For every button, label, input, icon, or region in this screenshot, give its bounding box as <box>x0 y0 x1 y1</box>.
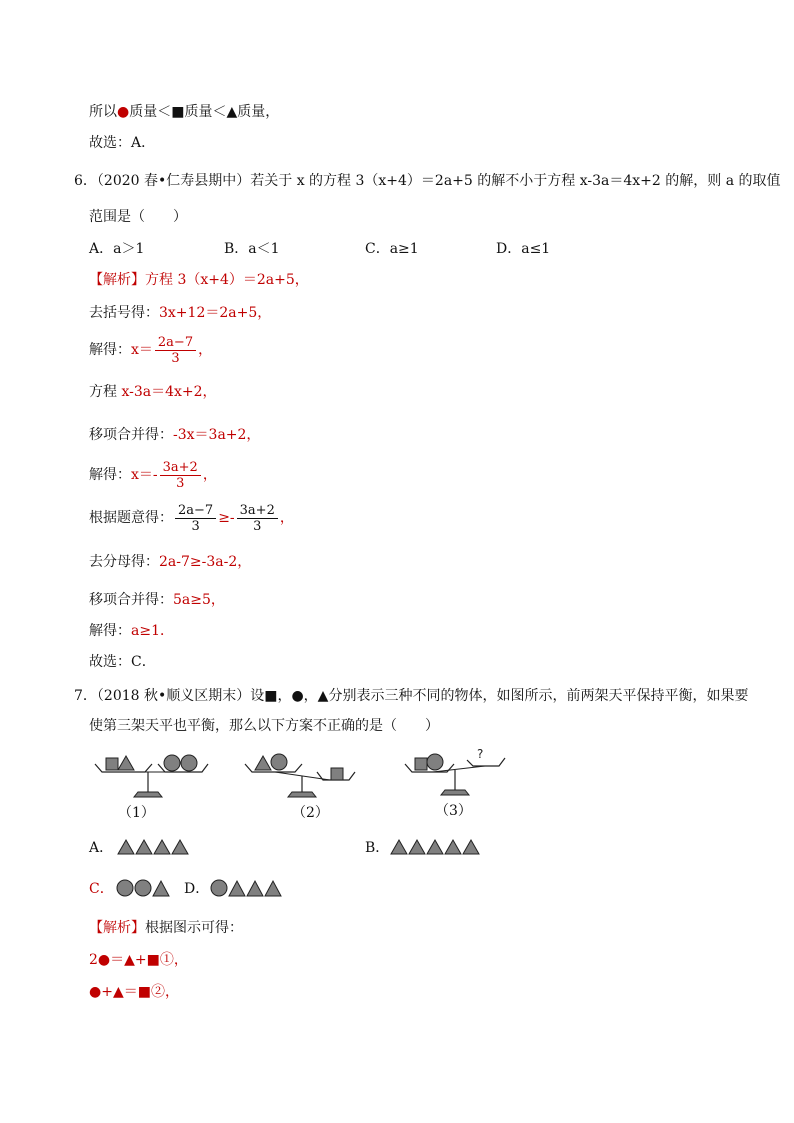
q7-analysis <box>89 918 243 938</box>
triangle-icon <box>136 840 152 854</box>
figure-caption-1: （1） <box>118 805 155 821</box>
step-label: 移项合并得： <box>89 427 173 443</box>
q6-option-b: B．a＜1 <box>224 241 280 257</box>
step-text: 3x+12＝2a+5， <box>159 305 272 321</box>
step-text: 5a≥5， <box>173 592 225 608</box>
q6-step-6 <box>89 501 294 535</box>
q7-stem-line1: 7．（2018 秋•顺义区期末）设■，●，▲分别表示三种不同的物体，如图所示，前两架天平保持平衡，如果要 <box>74 688 749 704</box>
triangle-icon <box>391 840 407 854</box>
triangle-icon <box>445 840 461 854</box>
analysis-tag: 【解析】 <box>89 272 145 288</box>
triangle-icon <box>153 881 169 896</box>
q6-step-5 <box>89 458 217 492</box>
triangle-icon <box>172 840 188 854</box>
triangle-icon <box>118 756 134 770</box>
fraction-right <box>237 503 278 534</box>
step-after: ， <box>198 342 213 358</box>
circle-icon <box>427 754 443 770</box>
step-after: ， <box>279 510 294 526</box>
triangle-icon <box>427 840 443 854</box>
q6-analysis-first <box>89 270 309 290</box>
conclusion-text: 质量＜■质量＜▲质量， <box>129 104 280 120</box>
q7-option-a-label: A． <box>89 840 114 856</box>
step-text: a≥1． <box>131 623 174 639</box>
triangle-icon <box>229 881 245 896</box>
q7-option-c-shapes <box>116 878 176 898</box>
circle-icon <box>181 755 197 771</box>
circle-icon <box>164 755 180 771</box>
step-text: -3x＝3a+2， <box>173 427 261 443</box>
q7-equation-2: ●+▲＝■②， <box>89 984 179 1000</box>
triangle-icon <box>154 840 170 854</box>
q6-option-c: C．a≥1 <box>365 241 419 257</box>
circle-icon <box>135 880 151 896</box>
triangle-icon <box>463 840 479 854</box>
step-label: 去分母得： <box>89 554 159 570</box>
q7-option-a-shapes <box>117 838 193 856</box>
fraction <box>155 335 196 366</box>
step-label: 移项合并得： <box>89 592 173 608</box>
square-icon <box>331 768 343 780</box>
fraction <box>160 460 201 491</box>
circle-icon <box>271 754 287 770</box>
q6-answer: 故选：C． <box>89 654 156 670</box>
q7-stem-line2: 使第三架天平也平衡，那么以下方案不正确的是（ ） <box>89 718 439 734</box>
q6-step-8 <box>89 590 225 610</box>
triangle-icon <box>265 881 281 896</box>
balance-1 <box>95 755 208 797</box>
fraction-left <box>175 503 216 534</box>
q6-step-9 <box>89 621 174 641</box>
balance-figures <box>90 742 530 802</box>
conclusion-prefix: 所以 <box>89 104 117 120</box>
step-label: 方程 <box>89 384 122 400</box>
figure-caption-2: （2） <box>292 805 329 821</box>
step-label: 解得： <box>89 623 131 639</box>
triangle-icon <box>118 840 134 854</box>
q6-step-4 <box>89 425 260 445</box>
fraction-numerator: 2a−7 <box>155 335 196 351</box>
step-text: 2a-7≥-3a-2， <box>159 554 252 570</box>
step-text: x＝ <box>131 342 153 358</box>
triangle-icon <box>409 840 425 854</box>
triangle-icon <box>247 881 263 896</box>
step-text: x＝- <box>131 467 158 483</box>
fraction-denominator: 3 <box>176 475 185 491</box>
q6-stem-line1: 6．（2020 春•仁寿县期中）若关于 x 的方程 3（x+4）＝2a+5 的解不小于方程 x-3a＝4x+2 的解，则 a 的取值 <box>74 173 781 189</box>
step-label: 去括号得： <box>89 305 159 321</box>
fraction-denominator: 3 <box>191 518 200 534</box>
q6-step-3 <box>89 382 217 402</box>
square-icon <box>106 758 118 770</box>
circle-icon <box>211 880 227 896</box>
circle-bullet-icon: ● <box>117 104 130 120</box>
q6-step-2 <box>89 333 212 367</box>
q7-option-d-label: D． <box>184 881 210 897</box>
balance-2 <box>245 754 355 797</box>
answer-q5: 故选：A． <box>89 135 156 151</box>
analysis-text: 根据图示可得： <box>145 920 243 936</box>
figure-caption-3: （3） <box>435 803 472 819</box>
fraction-numerator: 2a−7 <box>175 503 216 519</box>
q6-stem-line2: 范围是（ ） <box>89 209 187 225</box>
fraction-numerator: 3a+2 <box>160 460 201 476</box>
analysis-first-text: 方程 3（x+4）＝2a+5， <box>145 272 309 288</box>
analysis-tag: 【解析】 <box>89 920 145 936</box>
question-mark: ? <box>477 747 484 761</box>
balance-3 <box>405 747 505 795</box>
q6-option-a: A．a＞1 <box>89 241 145 257</box>
q6-step-7 <box>89 552 251 572</box>
q7-option-c-label: C． <box>89 881 114 897</box>
q7-option-b-shapes <box>390 838 486 856</box>
fraction-denominator: 3 <box>253 518 262 534</box>
q7-equation-1: 2●＝▲+■①， <box>89 952 188 968</box>
circle-icon <box>117 880 133 896</box>
q6-option-d: D．a≤1 <box>496 241 551 257</box>
conclusion-line <box>89 102 279 122</box>
square-icon <box>415 758 427 770</box>
fraction-numerator: 3a+2 <box>237 503 278 519</box>
q7-option-d-shapes <box>210 878 288 898</box>
comparison-sign: ≥- <box>218 510 235 526</box>
step-label: 解得： <box>89 342 131 358</box>
triangle-icon <box>255 756 271 770</box>
step-text: x-3a＝4x+2， <box>121 384 217 400</box>
fraction-denominator: 3 <box>171 350 180 366</box>
step-after: ， <box>202 467 217 483</box>
step-label: 根据题意得： <box>89 510 173 526</box>
q6-step-1 <box>89 303 271 323</box>
q7-option-b-label: B． <box>365 840 390 856</box>
step-label: 解得： <box>89 467 131 483</box>
